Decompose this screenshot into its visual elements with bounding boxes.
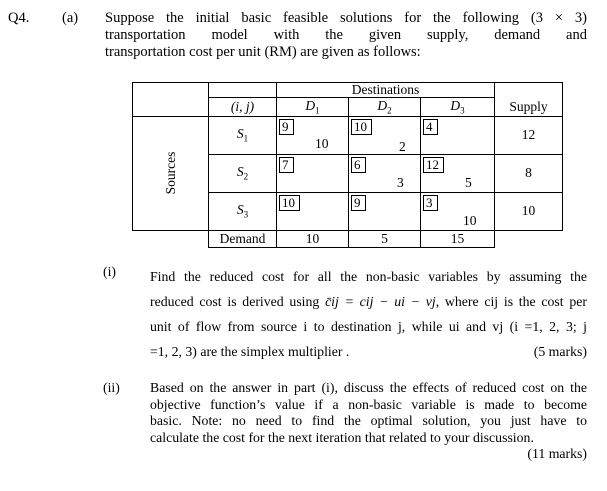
part-i-label: (i): [103, 264, 117, 279]
demand-label: Demand: [209, 230, 277, 247]
part-ii-line: Based on the answer in part (i), discuss the effects of reduced cost on the: [150, 380, 587, 395]
supply-s2: 8: [495, 154, 563, 192]
source-s1: $S_1$: [209, 116, 277, 154]
part-ii-label: (ii): [103, 380, 120, 395]
source-s2: $S_2$: [209, 154, 277, 192]
part-ii-line: objective function’s value if a non-basic variable is made to become: [150, 396, 587, 412]
part-i-line: unit of flow from source i to destination j, while ui and vj (i =1, 2, 3; j: [150, 319, 587, 334]
intro-line: Suppose the initial basic feasible solutions for the following (3 × 3): [105, 10, 587, 26]
source-s3: $S_3$: [209, 192, 277, 230]
part-i-text: [150, 264, 587, 364]
supply-s3: 10: [495, 192, 563, 230]
part-ii-line: basic. Note: no need to find the optimal solution, you just have to: [150, 413, 587, 428]
part-i-line4: =1, 2, 3) are the simplex multiplier .: [150, 344, 350, 359]
demand-d3: 15: [421, 230, 495, 247]
allocation: 2: [399, 138, 406, 154]
allocation: 3: [397, 174, 404, 190]
part-i-line: [150, 339, 587, 364]
cost-box: 6: [351, 157, 366, 173]
part-i-text-b: , where cij is the cost per: [435, 294, 587, 309]
cost-box: 4: [423, 119, 438, 135]
cost-box: 12: [423, 157, 444, 173]
part-i-marks: (5 marks): [533, 344, 587, 359]
part-ii-text: [150, 380, 587, 463]
cell-s3-d1: [277, 192, 349, 230]
question-number: Q4.: [8, 10, 30, 26]
cell-s3-d2: [349, 192, 421, 230]
demand-d1: 10: [277, 230, 349, 247]
destination-d3: $D_3$: [421, 98, 495, 117]
demand-d2: 5: [349, 230, 421, 247]
part-ii-marks: (11 marks): [527, 446, 587, 461]
intro-line: transportation model with the given supply, demand and: [105, 27, 587, 43]
sources-label: Sources: [162, 151, 178, 195]
cell-s3-d3: [421, 192, 495, 230]
part-ii-line: calculate the cost for the next iteration that related to your discussion.: [150, 429, 534, 445]
sources-label-cell: [133, 116, 209, 230]
allocation: 5: [465, 174, 472, 190]
intro-line: transportation cost per unit (RM) are given as follows:: [105, 44, 421, 60]
question-intro: [105, 10, 587, 61]
transportation-table: [132, 82, 563, 248]
supply-header: Supply: [495, 98, 563, 117]
cell-s1-d3: [421, 116, 495, 154]
destination-d2: $D_2$: [349, 98, 421, 117]
cell-s1-d2: [349, 116, 421, 154]
supply-s1: 12: [495, 116, 563, 154]
cell-s2-d3: [421, 154, 495, 192]
cost-box: 10: [351, 119, 372, 135]
cost-box: 3: [423, 195, 438, 211]
part-i-text-a: reduced cost is derived using: [150, 294, 326, 309]
reduced-cost-formula: c̄ij = cij − ui − vj: [325, 294, 436, 309]
cost-box: 9: [279, 119, 294, 135]
destination-d1: $D_1$: [277, 98, 349, 117]
destinations-header: Destinations: [277, 83, 495, 98]
cost-box: 7: [279, 157, 294, 173]
cost-box: 10: [279, 195, 300, 211]
cell-s2-d1: [277, 154, 349, 192]
cell-s1-d1: [277, 116, 349, 154]
allocation: 10: [463, 212, 477, 228]
question-part: (a): [62, 10, 79, 26]
part-i-line: Find the reduced cost for all the non-basic variables by assuming the: [150, 269, 587, 284]
part-i-line: [150, 289, 587, 314]
allocation: 10: [315, 135, 329, 151]
cost-box: 9: [351, 195, 366, 211]
cell-s2-d2: [349, 154, 421, 192]
ij-label: (i, j): [209, 98, 277, 117]
